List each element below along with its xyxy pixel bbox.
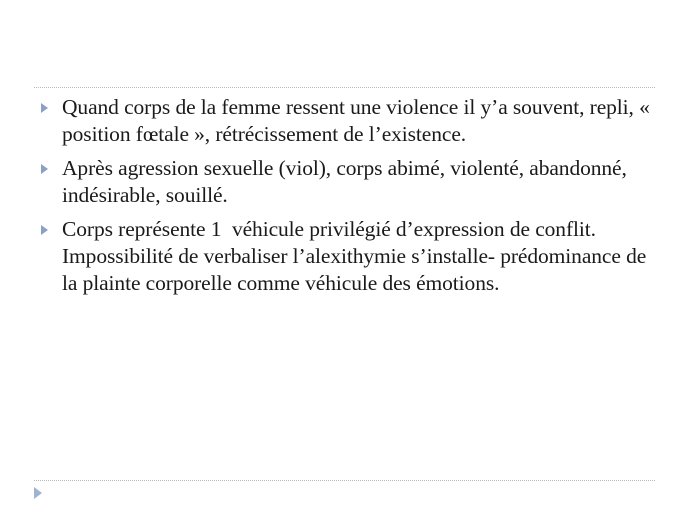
triangle-bullet-icon	[41, 225, 48, 235]
bullet-text: Après agression sexuelle (viol), corps abimé, violenté, abandonné, indésirable, souillé.	[62, 156, 633, 207]
bullet-text: Corps représente 1 véhicule privilégié d’expression de conflit. Impossibilité de verbaliser l’alexithymie s’installe- prédominance de la plainte corporelle comme véhicule des émotions.	[62, 217, 652, 295]
top-divider	[34, 87, 655, 88]
bullet-text: Quand corps de la femme ressent une violence il y’a souvent, repli, « position fœtale », rétrécissement de l’existence.	[62, 95, 656, 146]
bottom-divider	[34, 480, 655, 481]
bullet-item	[38, 155, 658, 209]
bullet-item	[38, 216, 658, 297]
bullet-list	[38, 94, 658, 304]
bullet-item	[38, 94, 658, 148]
triangle-bullet-icon	[41, 164, 48, 174]
triangle-nav-icon	[34, 487, 42, 499]
triangle-bullet-icon	[41, 103, 48, 113]
